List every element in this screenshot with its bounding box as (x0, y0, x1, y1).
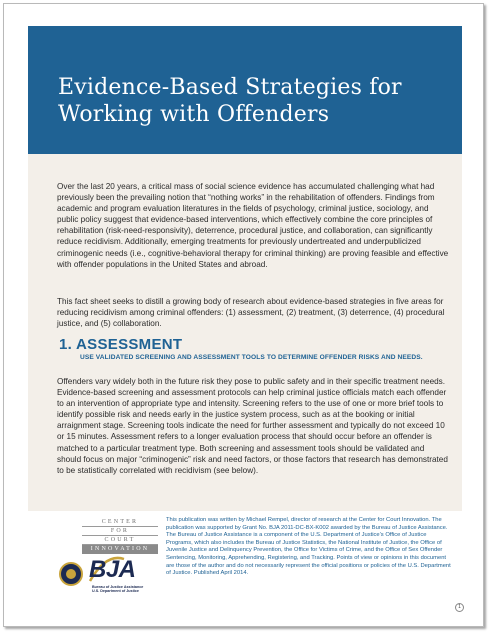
document-title (58, 74, 448, 128)
center-for-court-innovation-logo (82, 518, 158, 554)
section-heading: 1. ASSESSMENT (59, 336, 183, 353)
cci-logo-row: FOR (82, 527, 158, 536)
bja-caption-line: U.S. Department of Justice (92, 589, 139, 594)
doj-seal-icon (59, 562, 83, 586)
summary-paragraph: This fact sheet seeks to distill a growing body of research about evidence-based strategies in five areas for reducing recidivism among criminal offenders: (1) assessment, (2) treatment, (3) deterrence, (4) procedural justice, and (5) collaboration. (57, 297, 445, 329)
bja-logo-caption (92, 585, 152, 594)
cci-logo-row: CENTER (82, 518, 158, 527)
assessment-paragraph: Offenders vary widely both in the future risk they pose to public safety and in their specific treatment needs. Evidence-based screening and assessment protocols can help criminal justice officials match each offender to an intervention of appropriate type and intensity. Screening refers to the use of one or more brief tools to identify possible risk and needs early in the justice system process, such as at the booking or initial arraignment stage. Screening tools indicate the need for further assessment and typically do not exceed 10 or 15 minutes. Assessment refers to a longer evaluation process that should occur before an offender is matched to a particular treatment type. Both screening and assessment tools should be validated and should focus on major “criminogenic” risk and need factors, or those factors that research has demonstrated to be statistically correlated with recidivism (see below). (57, 377, 448, 475)
cci-logo-row: COURT (82, 536, 158, 545)
publication-credits: This publication was written by Michael Rempel, director of research at the Center for Court Innovation. The publication was supported by Grant No. BJA 2011-DC-BX-K002 awarded by the Bureau of Justice Assistance. The Bureau of Justice Assistance is a component of the U.S. Department of Justice’s Office of Justice Programs, which also includes the Bureau of Justice Statistics, the National Institute of Justice, the Office of Juvenile Justice and Delinquency Prevention, the Office for Victims of Crime, and the Office of Sex Offender Sentencing, Monitoring, Apprehending, Registering, and Tracking. Points of view or opinions in this document are those of the author and do not necessarily represent the official positions or policies of the U.S. Department of Justice. Published April 2014. (166, 517, 451, 577)
bja-caption-line: Bureau of Justice Assistance (92, 585, 144, 589)
title-line-2: Working with Offenders (58, 102, 330, 127)
page-number: 1 (455, 603, 464, 612)
title-line-1: Evidence-Based Strategies for (58, 75, 402, 100)
bja-logo-mark: BJA (89, 556, 136, 583)
cci-logo-row: INNOVATION (82, 545, 158, 554)
section-subheading: USE VALIDATED SCREENING AND ASSESSMENT TOOLS TO DETERMINE OFFENDER RISKS AND NEEDS. (80, 354, 423, 361)
intro-paragraph: Over the last 20 years, a critical mass of social science evidence has accumulated challenging what had previously been the prevailing notion that “nothing works” in the rehabilitation of offenders. Findings from academic and program evaluation literatures in the fields of psychology, criminal justice, sociology, and public policy suggest that evidence-based interventions, which effectively combine the core principles of rehabilitation (risk-need-responsivity), deterrence, procedural justice, and collaboration, can significantly reduce recidivism. Additionally, emerging treatments for previously undertreated and underpublicized criminogenic needs (i.e., cognitive-behavioral therapy for criminal thinking) are proving feasible and effective with offender populations in the United States and abroad. (57, 182, 449, 269)
